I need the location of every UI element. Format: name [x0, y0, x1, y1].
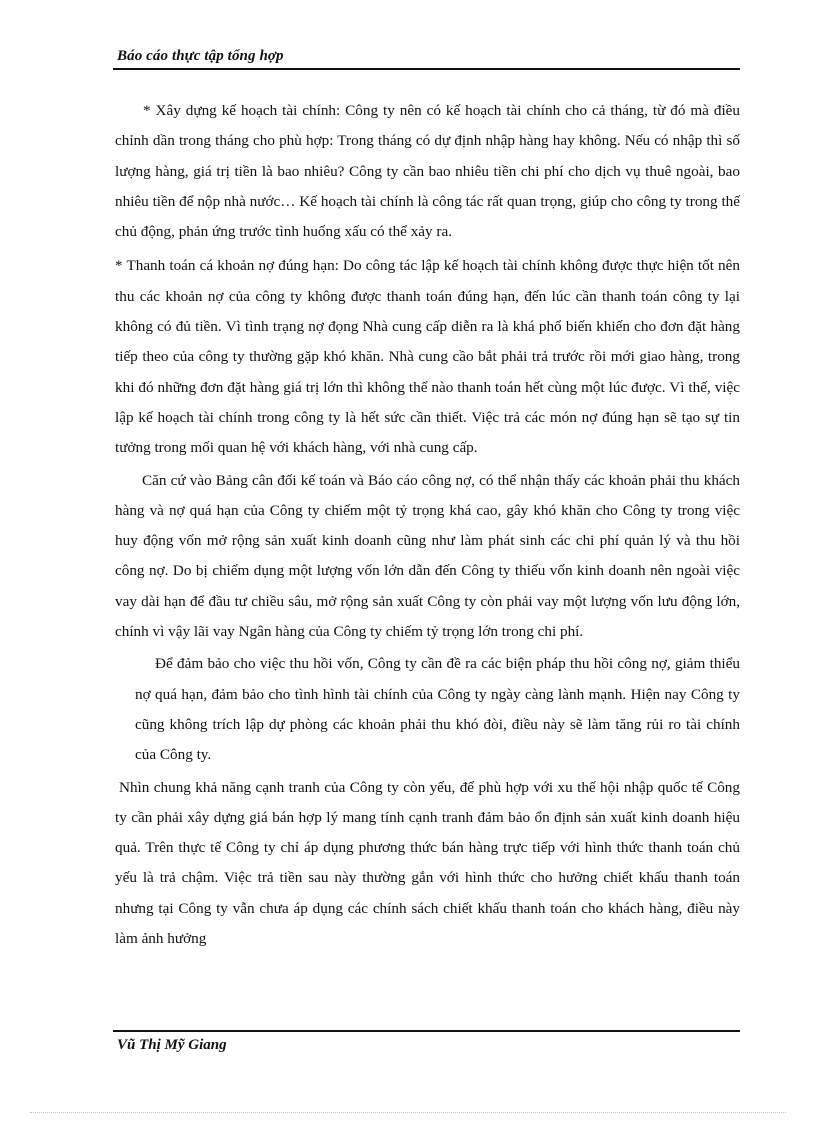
paragraph-competitiveness: Nhìn chung khả năng cạnh tranh của Công ty còn yếu, để phù hợp với xu thế hội nhập quốc tế Công ty cần phải xây dựng giá bán hợp lý mang tính cạnh tranh đảm bảo ổn định sản xuất kinh doanh hiệu quả. Trên thực tế Công ty chỉ áp dụng phương thức bán hàng trực tiếp với hình thức thanh toán chủ yếu là trả chậm. Việc trả tiền sau này thường gắn với hình thức cho hưởng chiết khấu thanh toán nhưng tại Công ty vẫn chưa áp dụng các chính sách chiết khấu thanh toán cho khách hàng, điều này làm ảnh hưởng — [115, 778, 740, 948]
paragraph-capital-recovery: Để đảm bảo cho việc thu hồi vốn, Công ty cần đề ra các biện pháp thu hồi công nợ, giảm thiểu nợ quá hạn, đảm bảo cho tình hình tài chính của Công ty ngày càng lành mạnh. Hiện nay Công ty cũng không trích lập dự phòng các khoản phải thu khó đòi, điều này sẽ làm tăng rủi ro tài chính của Công ty. — [135, 655, 740, 764]
footer-rule — [113, 1030, 740, 1032]
paragraph-financial-plan: * Xây dựng kế hoạch tài chính: Công ty nên có kế hoạch tài chính cho cả tháng, từ đó mà điều chỉnh dần trong tháng cho phù hợp: Trong tháng có dự định nhập hàng hay không. Nếu có nhập thì số lượng hàng, giá trị tiền là bao nhiêu? Công ty cần bao nhiêu tiền chi phí cho dịch vụ thuê ngoài, bao nhiêu tiền để nộp nhà nước… Kế hoạch tài chính là công tác rất quan trọng, giúp cho công ty trong thế chủ động, phản ứng trước tình huống xấu có thể xảy ra. — [115, 102, 740, 241]
header-title: Báo cáo thực tập tổng hợp — [117, 48, 284, 64]
footer-author: Vũ Thị Mỹ Giang — [117, 1037, 227, 1053]
page-edge-divider — [30, 1112, 786, 1113]
paragraph-receivables: Căn cứ vào Bảng cân đối kế toán và Báo cáo công nợ, có thể nhận thấy các khoản phải thu khách hàng và nợ quá hạn của Công ty chiếm một tỷ trọng khá cao, gây khó khăn cho Công ty trong việc huy động vốn mở rộng sản xuất kinh doanh cũng như làm phát sinh các chi phí quản lý và thu hồi công nợ. Do bị chiếm dụng một lượng vốn lớn dẫn đến Công ty thiếu vốn kinh doanh nên ngoài việc vay dài hạn để đầu tư chiều sâu, mở rộng sản xuất Công ty còn phải vay một lượng vốn lưu động lớn, chính vì vậy lãi vay Ngân hàng của Công ty chiếm tỷ trọng lớn trong chi phí. — [115, 471, 740, 641]
body-text — [115, 96, 740, 954]
paragraph-debt-payment: * Thanh toán cá khoản nợ đúng hạn: Do công tác lập kế hoạch tài chính không được thực hiện tốt nên thu các khoản nợ của công ty không được thanh toán đúng hạn, đến lúc cần thanh toán công ty lại không có đủ tiền. Vì tình trạng nợ đọng Nhà cung cấp diễn ra là khá phổ biến khiến cho đơn đặt hàng tiếp theo của công ty thường gặp khó khăn. Nhà cung cầo bắt phải trả trước rồi mới giao hàng, trong khi đó những đơn đặt hàng giá trị lớn thì không thể nào thanh toán hết cùng một lúc được. Vì thế, việc lập kế hoạch tài chính trong công ty là hết sức cần thiết. Việc trả các món nợ đúng hạn sẽ tạo sự tin tưởng trong mối quan hệ với khách hàng, với nhà cung cấp. — [115, 257, 740, 457]
header-rule — [113, 68, 740, 70]
